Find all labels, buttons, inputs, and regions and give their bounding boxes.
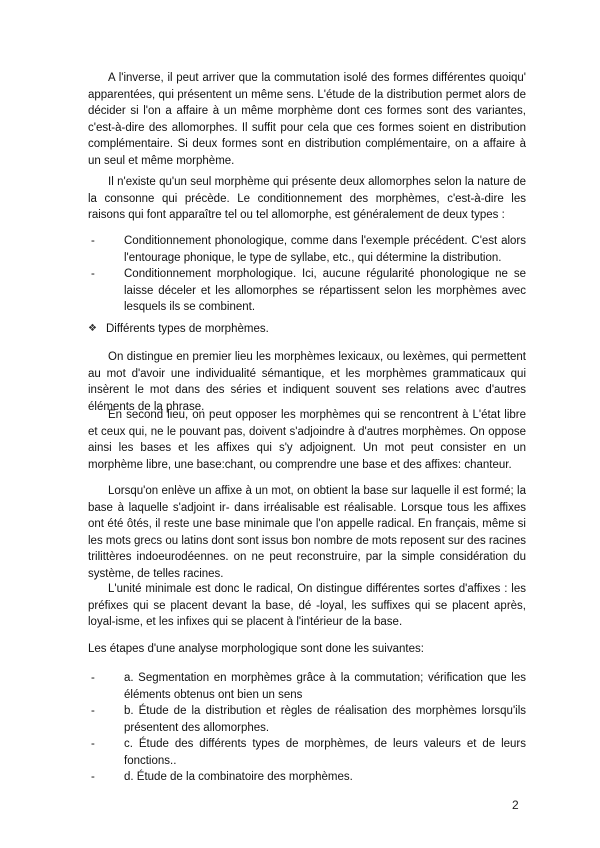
paragraph-unite-minimale	[88, 581, 526, 631]
list-item-text: Conditionnement phonologique, comme dans l'exemple précédent. C'est alors l'entourage phonique, le type de syllabe, etc., qui détermine la distribution.	[124, 235, 526, 264]
dash-bullet: -	[91, 705, 95, 717]
heading-line	[88, 321, 526, 338]
list-item	[88, 266, 526, 316]
list-item	[88, 769, 526, 786]
paragraph-text: On distingue en premier lieu les morphèmes lexicaux, ou lexèmes, qui permettent au mot d'avoir une individualité sémantique, et les morphèmes grammaticaux qui insèrent le mot dans des séries et indiquent souvent ses relations avec d'autres éléments de la phrase.	[88, 351, 526, 413]
list-item-text: c. Étude des différents types de morphèmes, de leurs valeurs et de leurs fonctions..	[124, 738, 526, 767]
list-item	[88, 670, 526, 703]
paragraph-etapes	[88, 641, 526, 658]
list-item	[88, 703, 526, 736]
paragraph-text: Les étapes d'une analyse morphologique sont done les suivantes:	[88, 643, 424, 655]
paragraph-conditionnement	[88, 174, 526, 224]
list-conditionnement	[88, 233, 526, 316]
dash-bullet: -	[91, 235, 95, 247]
page-number: 2	[512, 798, 519, 812]
dash-bullet: -	[91, 672, 95, 684]
dash-list	[88, 233, 526, 316]
paragraph-lexemes	[88, 349, 526, 415]
list-item-text: d. Étude de la combinatoire des morphèmes.	[124, 771, 353, 783]
paragraph-bases-affixes	[88, 407, 526, 473]
dash-list	[88, 670, 526, 786]
list-item-text: b. Étude de la distribution et règles de réalisation des morphèmes lorsqu'ils présentent des allomorphes.	[124, 705, 526, 734]
heading-text: Différents types de morphèmes.	[106, 323, 269, 335]
paragraph-text: Il n'existe qu'un seul morphème qui présente deux allomorphes selon la nature de la consonne qui précède. Le conditionnement des morphèmes, c'est-à-dire les raisons qui font apparaître tel ou tel allomorphe, est généralement de deux types :	[88, 176, 526, 221]
list-item-text: Conditionnement morphologique. Ici, aucune régularité phonologique ne se laisse déceler et les allomorphes se répartissent selon les morphèmes avec lesquels ils se combinent.	[124, 268, 526, 313]
paragraph-text: Lorsqu'on enlève un affixe à un mot, on obtient la base sur laquelle il est formé; la base à laquelle s'adjoint ir- dans irréalisable est réalisable. Lorsque tous les affixes ont été ôtés, il reste une base minimale que l'on appelle radical. En français, même si les mots grecs ou latins dont sont issus bon nombre de mots reposent sur des racines trilittères indoeurodéennes. on ne peut reconstruire, par la simple considération du système, de telles racines.	[88, 485, 526, 580]
list-item	[88, 736, 526, 769]
list-etapes	[88, 670, 526, 786]
diamond-bullet-icon: ❖	[88, 323, 97, 334]
dash-bullet: -	[91, 738, 95, 750]
paragraph-text: En second lieu, on peut opposer les morphèmes qui se rencontrent à L'état libre et ceux qui, ne le pouvant pas, doivent s'adjoindre à d'autres morphèmes. On oppose ainsi les bases et les affixes qui s'y adjoignent. Un mot peut consister en un morphème libre, une base:chant, ou comprendre une base et des affixes: chanteur.	[88, 409, 526, 471]
paragraph-text: L'unité minimale est donc le radical, On distingue différentes sortes d'affixes : les préfixes qui se placent devant la base, dé -loyal, les suffixes qui se placent après, loyal-isme, et les infixes qui se placent à l'intérieur de la base.	[88, 583, 526, 628]
paragraph-text: A l'inverse, il peut arriver que la commutation isolé des formes différentes quoiqu' apparentées, qui présentent un même sens. L'étude de la distribution permet alors de décider si l'on a affaire à un même morphème dont ces formes sont des variantes, c'est-à-dire des allomorphes. Il suffit pour cela que ces formes soient en distribution complémentaire. Si deux formes sont en distribution complémentaire, on a affaire à un seul et même morphème.	[88, 72, 526, 167]
dash-bullet: -	[91, 268, 95, 280]
paragraph-allomorphes	[88, 70, 526, 169]
section-heading	[88, 321, 526, 338]
list-item	[88, 233, 526, 266]
list-item-text: a. Segmentation en morphèmes grâce à la commutation; vérification que les éléments obtenus ont bien un sens	[124, 672, 526, 701]
dash-bullet: -	[91, 771, 95, 783]
paragraph-radical	[88, 483, 526, 582]
